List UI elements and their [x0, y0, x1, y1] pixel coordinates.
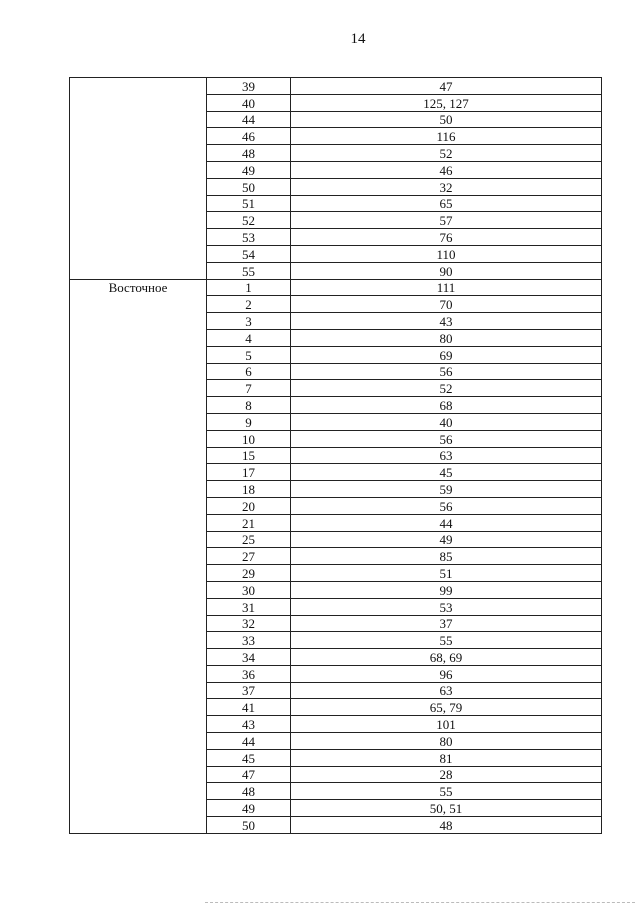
number-cell: 27: [207, 548, 291, 565]
number-cell: 48: [207, 783, 291, 800]
value-cell: 80: [291, 329, 602, 346]
number-cell: 54: [207, 245, 291, 262]
district-cell: [70, 279, 207, 833]
value-cell: 56: [291, 430, 602, 447]
value-cell: 116: [291, 128, 602, 145]
value-cell: 55: [291, 632, 602, 649]
number-cell: 9: [207, 413, 291, 430]
value-cell: 59: [291, 481, 602, 498]
value-cell: 81: [291, 749, 602, 766]
value-cell: 69: [291, 346, 602, 363]
number-cell: 30: [207, 581, 291, 598]
number-cell: 46: [207, 128, 291, 145]
number-cell: 8: [207, 397, 291, 414]
value-cell: 101: [291, 716, 602, 733]
value-cell: 68: [291, 397, 602, 414]
value-cell: 28: [291, 766, 602, 783]
number-cell: 7: [207, 380, 291, 397]
value-cell: 70: [291, 296, 602, 313]
number-cell: 6: [207, 363, 291, 380]
number-cell: 4: [207, 329, 291, 346]
number-cell: 50: [207, 817, 291, 834]
value-cell: 68, 69: [291, 649, 602, 666]
number-cell: 51: [207, 195, 291, 212]
address-table: [69, 77, 602, 834]
value-cell: 110: [291, 245, 602, 262]
value-cell: 49: [291, 531, 602, 548]
number-cell: 47: [207, 766, 291, 783]
number-cell: 49: [207, 161, 291, 178]
number-cell: 2: [207, 296, 291, 313]
value-cell: 63: [291, 682, 602, 699]
number-cell: 49: [207, 800, 291, 817]
value-cell: 53: [291, 598, 602, 615]
number-cell: 52: [207, 212, 291, 229]
value-cell: 40: [291, 413, 602, 430]
value-cell: 55: [291, 783, 602, 800]
number-cell: 20: [207, 497, 291, 514]
number-cell: 36: [207, 665, 291, 682]
table-body: [70, 78, 602, 834]
number-cell: 15: [207, 447, 291, 464]
value-cell: 57: [291, 212, 602, 229]
number-cell: 17: [207, 464, 291, 481]
value-cell: 56: [291, 363, 602, 380]
district-name: [70, 78, 206, 79]
value-cell: 50, 51: [291, 800, 602, 817]
value-cell: 44: [291, 514, 602, 531]
number-cell: 39: [207, 78, 291, 95]
number-cell: 34: [207, 649, 291, 666]
number-cell: 32: [207, 615, 291, 632]
value-cell: 32: [291, 178, 602, 195]
value-cell: 80: [291, 733, 602, 750]
number-cell: 41: [207, 699, 291, 716]
district-cell: [70, 78, 207, 280]
table-row: [70, 279, 602, 296]
number-cell: 48: [207, 145, 291, 162]
value-cell: 46: [291, 161, 602, 178]
value-cell: 99: [291, 581, 602, 598]
value-cell: 43: [291, 313, 602, 330]
table-row: [70, 78, 602, 95]
number-cell: 43: [207, 716, 291, 733]
number-cell: 53: [207, 229, 291, 246]
number-cell: 44: [207, 111, 291, 128]
value-cell: 47: [291, 78, 602, 95]
number-cell: 29: [207, 565, 291, 582]
value-cell: 52: [291, 145, 602, 162]
number-cell: 33: [207, 632, 291, 649]
value-cell: 52: [291, 380, 602, 397]
number-cell: 5: [207, 346, 291, 363]
number-cell: 25: [207, 531, 291, 548]
number-cell: 21: [207, 514, 291, 531]
number-cell: 37: [207, 682, 291, 699]
value-cell: 63: [291, 447, 602, 464]
value-cell: 56: [291, 497, 602, 514]
value-cell: 50: [291, 111, 602, 128]
value-cell: 45: [291, 464, 602, 481]
value-cell: 65, 79: [291, 699, 602, 716]
number-cell: 18: [207, 481, 291, 498]
number-cell: 3: [207, 313, 291, 330]
number-cell: 50: [207, 178, 291, 195]
page-bottom-edge: [205, 902, 635, 903]
number-cell: 40: [207, 94, 291, 111]
value-cell: 85: [291, 548, 602, 565]
number-cell: 1: [207, 279, 291, 296]
value-cell: 125, 127: [291, 94, 602, 111]
number-cell: 31: [207, 598, 291, 615]
value-cell: 76: [291, 229, 602, 246]
value-cell: 96: [291, 665, 602, 682]
number-cell: 10: [207, 430, 291, 447]
value-cell: 65: [291, 195, 602, 212]
number-cell: 55: [207, 262, 291, 279]
page-number: 14: [350, 31, 366, 47]
value-cell: 37: [291, 615, 602, 632]
value-cell: 48: [291, 817, 602, 834]
value-cell: 51: [291, 565, 602, 582]
district-name: Восточное: [108, 279, 168, 295]
value-cell: 90: [291, 262, 602, 279]
number-cell: 45: [207, 749, 291, 766]
number-cell: 44: [207, 733, 291, 750]
value-cell: 111: [291, 279, 602, 296]
